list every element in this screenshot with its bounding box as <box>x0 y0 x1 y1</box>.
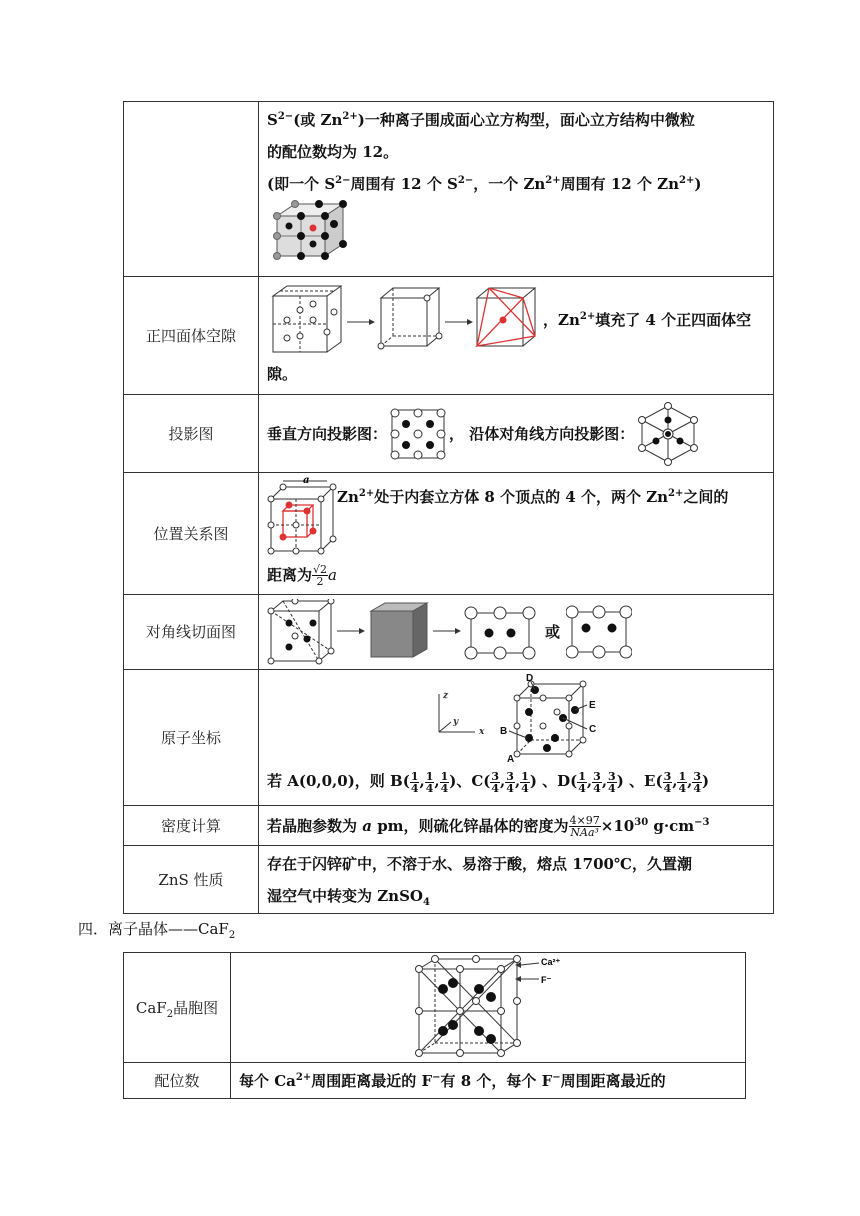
svg-text:y: y <box>453 717 459 727</box>
vertical-projection-image <box>387 405 449 463</box>
position-content <box>259 473 774 595</box>
fcc-line-3: (即一个 $S^{2-}$周围有 12 个 $S^{2-}$，一个 $Zn^{2+}$周围有 12 个 $Zn^{2+}$) <box>267 175 702 193</box>
diagonal-cut-alt <box>566 602 632 662</box>
diagonal-projection-image <box>634 402 702 466</box>
svg-text:D: D <box>526 673 534 684</box>
section-heading: 四．离子晶体——CaF$_2$ <box>78 920 236 941</box>
coordinates-text: 若 A(0,0,0)，则 B( $\frac{1}{4}$ , $\frac{1}{4}$ , $\frac{1}{4}$ )、C( $\frac{3}{4}$ , $\frac{3}{4}$ , $\frac{1}{4}$ ) 、D( $\frac{1}{4}$ , $\frac{3}{4}$ , $\frac{3}{4}$ ) 、E( $\frac{3}{4}$ , $\frac{1}{4}$ , $\frac{3}{4}$ ) <box>267 769 710 795</box>
caf2-label: CaF$_2$晶胞图 <box>124 953 231 1063</box>
svg-text:E: E <box>589 700 596 711</box>
tetra-content <box>259 277 774 395</box>
svg-text:x: x <box>479 727 485 737</box>
coordinates-content <box>259 670 774 806</box>
fcc-crystal-image <box>267 200 351 262</box>
projection-content <box>259 395 774 473</box>
fcc-line-1: $S^{2-}$(或 $Zn^{2+}$)一种离子围成面心立方构型，面心立方结构中微粒 <box>267 111 695 129</box>
tetra-label: 正四面体空隙 <box>124 277 259 395</box>
caf2-table <box>123 952 746 1099</box>
svg-text:A: A <box>507 754 515 765</box>
position-text-2: 距离为 $\frac{√2}{2}$ a <box>267 563 337 588</box>
density-label: 密度计算 <box>124 806 259 846</box>
projection-label: 投影图 <box>124 395 259 473</box>
density-content: 若晶胞参数为 a pm，则硫化锌晶体的密度为 $\frac{4\times 97}{\text{NAa³}}$ $\times 10^{30}$ $g\cdot cm^{-3}$ <box>259 806 774 846</box>
row-label-empty <box>124 102 259 277</box>
caf2-image-cell <box>231 953 746 1063</box>
fcc-description-cell <box>259 102 774 277</box>
svg-text:Ca²⁺: Ca²⁺ <box>541 956 561 967</box>
tetra-diagrams <box>267 282 537 358</box>
position-label: 位置关系图 <box>124 473 259 595</box>
position-text-1: $Zn^{2+}$处于内套立方体 8 个顶点的 4 个，两个 $Zn^{2+}$之间的 <box>337 487 729 506</box>
diagonal-cut-label: 对角线切面图 <box>124 595 259 670</box>
svg-text:C: C <box>589 724 597 735</box>
fcc-line-2: 的配位数均为 12。 <box>267 143 399 161</box>
property-label: ZnS 性质 <box>124 846 259 914</box>
property-content <box>259 846 774 914</box>
svg-text:z: z <box>443 691 449 701</box>
tetra-text-2: 隙。 <box>267 364 298 383</box>
diagonal-cut-content <box>259 595 774 670</box>
zns-table <box>123 101 774 914</box>
dimension-a-label: a <box>303 476 310 486</box>
svg-text:B: B <box>500 726 508 737</box>
svg-text:F⁻: F⁻ <box>541 974 552 985</box>
coordination-content: 每个 $Ca^{2+}$周围距离最近的 F−有 8 个，每个 F−周围距离最近的 <box>231 1063 746 1099</box>
coordinate-diagram <box>267 672 767 766</box>
tetra-text-1: ，$Zn^{2+}$填充了 4 个正四面体空 <box>543 310 752 329</box>
or-text: 或 <box>545 623 561 641</box>
position-diagram <box>267 477 337 557</box>
property-line-1: 存在于闪锌矿中，不溶于水、易溶于酸，熔点 1700℃，久置潮 <box>267 854 692 873</box>
caf2-crystal-image <box>239 955 745 1061</box>
diagonal-cut-diagrams <box>267 599 539 665</box>
property-line-2: 湿空气中转变为 ZnSO$_4$ <box>267 886 430 908</box>
coordinates-label: 原子坐标 <box>124 670 259 806</box>
vertical-projection-text: 垂直方向投影图： <box>267 424 388 443</box>
diagonal-projection-text: ， 沿体对角线方向投影图： <box>449 424 635 443</box>
coordination-label: 配位数 <box>124 1063 231 1099</box>
